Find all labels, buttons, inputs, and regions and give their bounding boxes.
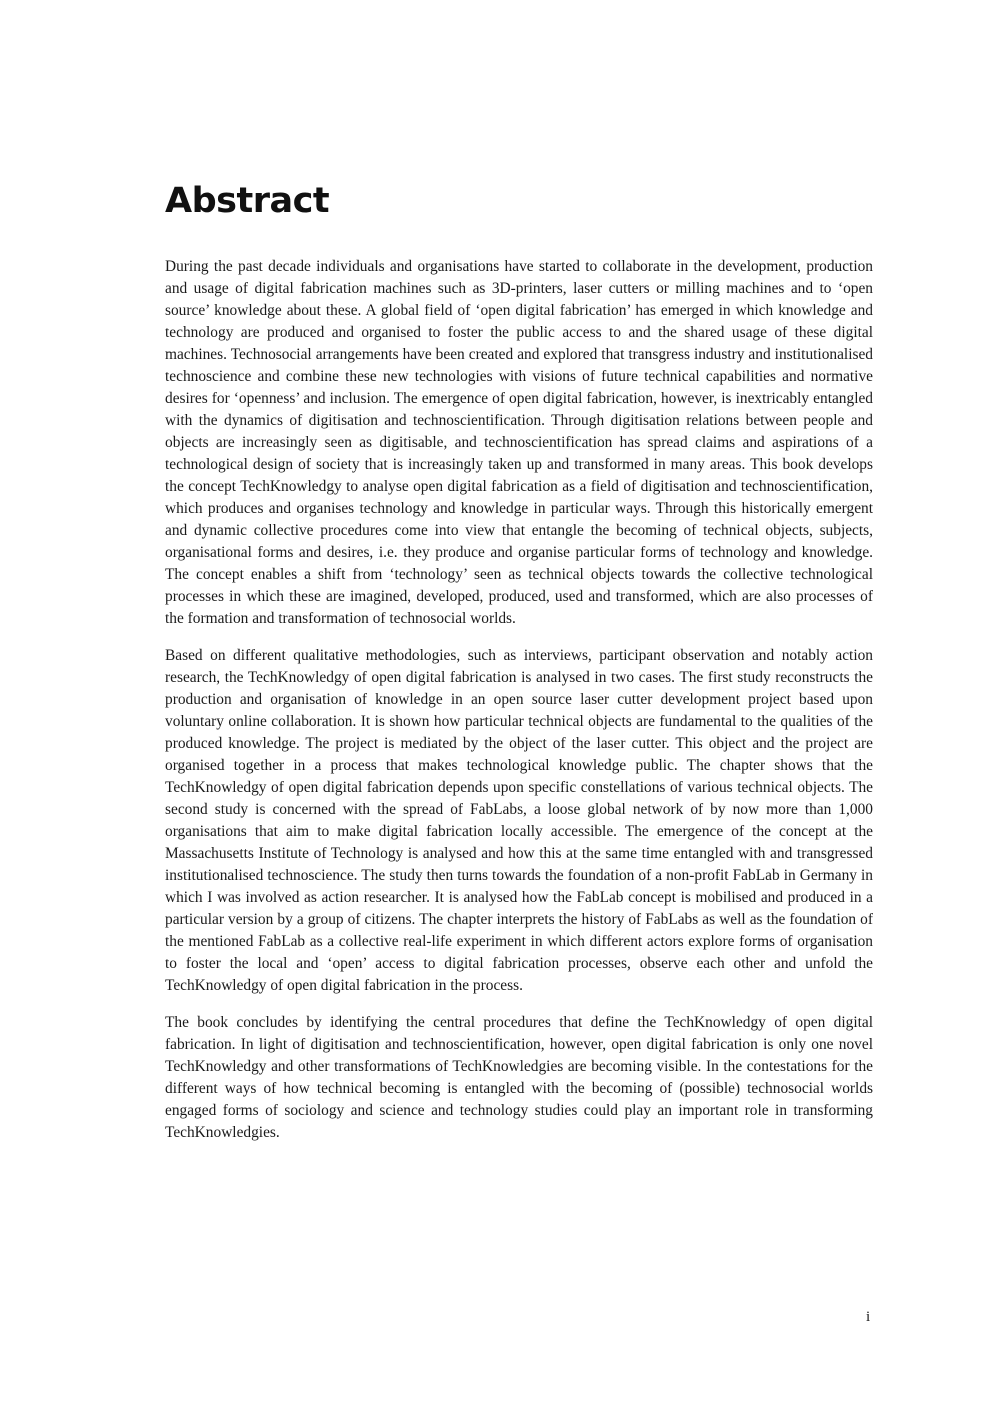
abstract-body [165,256,873,1159]
page-title: Abstract [165,181,330,221]
paragraph-1: During the past decade individuals and organisations have started to collaborate in the development, production and usage of digital fabrication machines such as 3D-printers, laser cutters or milling machines and to ‘open source’ knowledge about these. A global field of ‘open digital fabrication’ has emerged in which knowledge and technology are produced and organised to foster the public access to and the shared usage of these digital machines. Technosocial arrangements have been created and explored that transgress industry and institutionalised technoscience and combine these new technologies with visions of future technical capabilities and normative desires for ‘openness’ and inclusion. The emergence of open digital fabrication, however, is inextricably entangled with the dynamics of digitisation and technoscientification. Through digitisation relations between people and objects are increasingly seen as digitisable, and technoscientification has spread claims and aspirations of a technological design of society that is increasingly taken up and transformed in many areas. This book develops the concept TechKnowledgy to analyse open digital fabrication as a field of digitisation and technoscientification, which produces and organises technology and knowledge in particular ways. Through this historically emergent and dynamic collective procedures come into view that entangle the becoming of technical objects, subjects, organisational forms and desires, i.e. they produce and organise particular forms of technology and knowledge. The concept enables a shift from ‘technology’ seen as technical objects towards the collective technological processes in which these are imagined, developed, produced, used and transformed, which are also processes of the formation and transformation of technosocial worlds. [165,258,873,627]
paragraph-2: Based on different qualitative methodologies, such as interviews, participant observation and notably action research, the TechKnowledgy of open digital fabrication is analysed in two cases. The first study reconstructs the production and organisation of knowledge in an open source laser cutter development project based upon voluntary online collaboration. It is shown how particular technical objects are fundamental to the qualities of the produced knowledge. The project is mediated by the object of the laser cutter. This object and the project are organised together in a process that makes technological knowledge public. The chapter shows that the TechKnowledgy of open digital fabrication depends upon specific constellations of various technical objects. The second study is concerned with the spread of FabLabs, a loose global network of by now more than 1,000 organisations that aim to make digital fabrication locally accessible. The emergence of the concept at the Massachusetts Institute of Technology is analysed and how this at the same time entangled with and transgressed institutionalised technoscience. The study then turns towards the foundation of a non-profit FabLab in Germany in which I was involved as action researcher. It is analysed how the FabLab concept is mobilised and produced in a particular version by a group of citizens. The chapter interprets the history of FabLabs as well as the foundation of the mentioned FabLab as a collective real-life experiment in which different actors explore forms of organisation to foster the local and ‘open’ access to digital fabrication processes, observe each other and unfold the TechKnowledgy of open digital fabrication in the process. [165,647,873,994]
paragraph-3: The book concludes by identifying the central procedures that define the TechKnowledgy of open digital fabrication. In light of digitisation and technoscientification, however, open digital fabrication is only one novel TechKnowledgy and other transformations of TechKnowledgies are becoming visible. In the contestations for the different ways of how technical becoming is entangled with the becoming of (possible) technosocial worlds engaged forms of sociology and science and technology studies could play an important role in transforming TechKnowledgies. [165,1014,873,1141]
page-number: i [866,1309,871,1325]
